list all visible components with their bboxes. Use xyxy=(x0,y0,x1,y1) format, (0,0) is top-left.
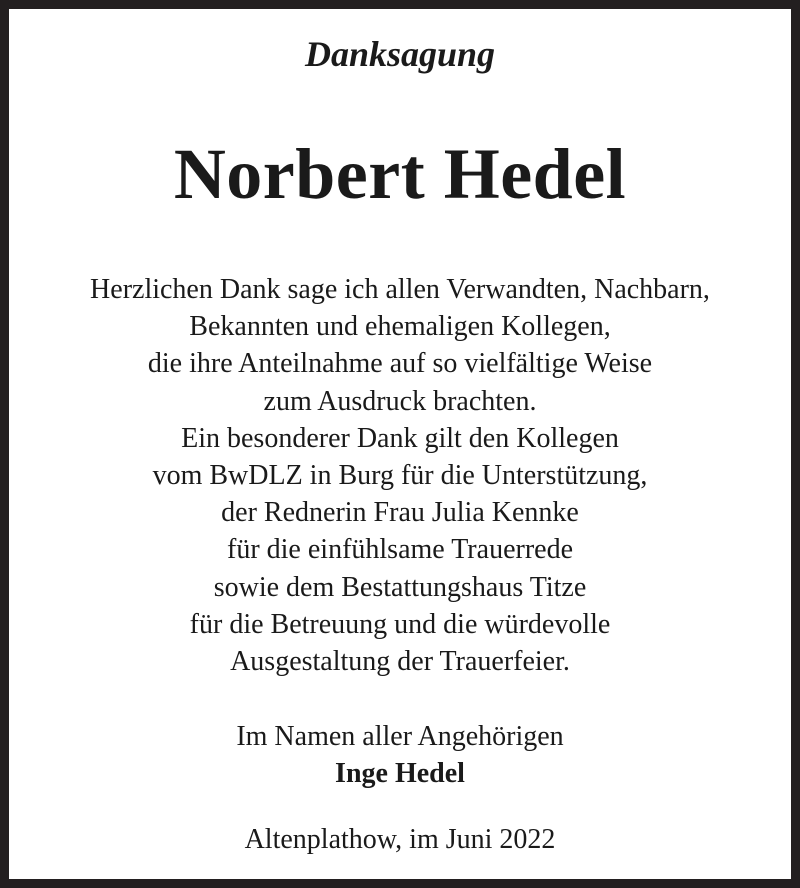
body-line: für die Betreuung und die würdevolle xyxy=(189,608,611,640)
body-line: Bekannten und ehemaligen Kollegen, xyxy=(189,311,611,343)
body-line: der Rednerin Frau Julia Kennke xyxy=(221,497,579,529)
signoff-intro: Im Namen aller Angehörigen xyxy=(236,721,564,752)
body-line: vom BwDLZ in Burg für die Unterstützung, xyxy=(152,460,648,492)
deceased-name: Norbert Hedel xyxy=(173,134,627,214)
body-line: Ausgestaltung der Trauerfeier. xyxy=(230,646,570,678)
signoff-block xyxy=(9,718,791,792)
signoff-name: Inge Hedel xyxy=(335,758,465,789)
place-and-date: Altenplathow, im Juni 2022 xyxy=(244,824,556,855)
notice-heading: Danksagung xyxy=(304,34,496,74)
body-line: sowie dem Bestattungshaus Titze xyxy=(213,571,587,603)
body-line: zum Ausdruck brachten. xyxy=(263,385,537,417)
thank-you-text xyxy=(9,271,791,680)
body-line: die ihre Anteilnahme auf so vielfältige Weise xyxy=(147,348,653,380)
body-line: für die einfühlsame Trauerrede xyxy=(227,534,573,566)
body-line: Herzlichen Dank sage ich allen Verwandten, Nachbarn, xyxy=(90,274,710,305)
body-line: Ein besonderer Dank gilt den Kollegen xyxy=(181,422,619,454)
